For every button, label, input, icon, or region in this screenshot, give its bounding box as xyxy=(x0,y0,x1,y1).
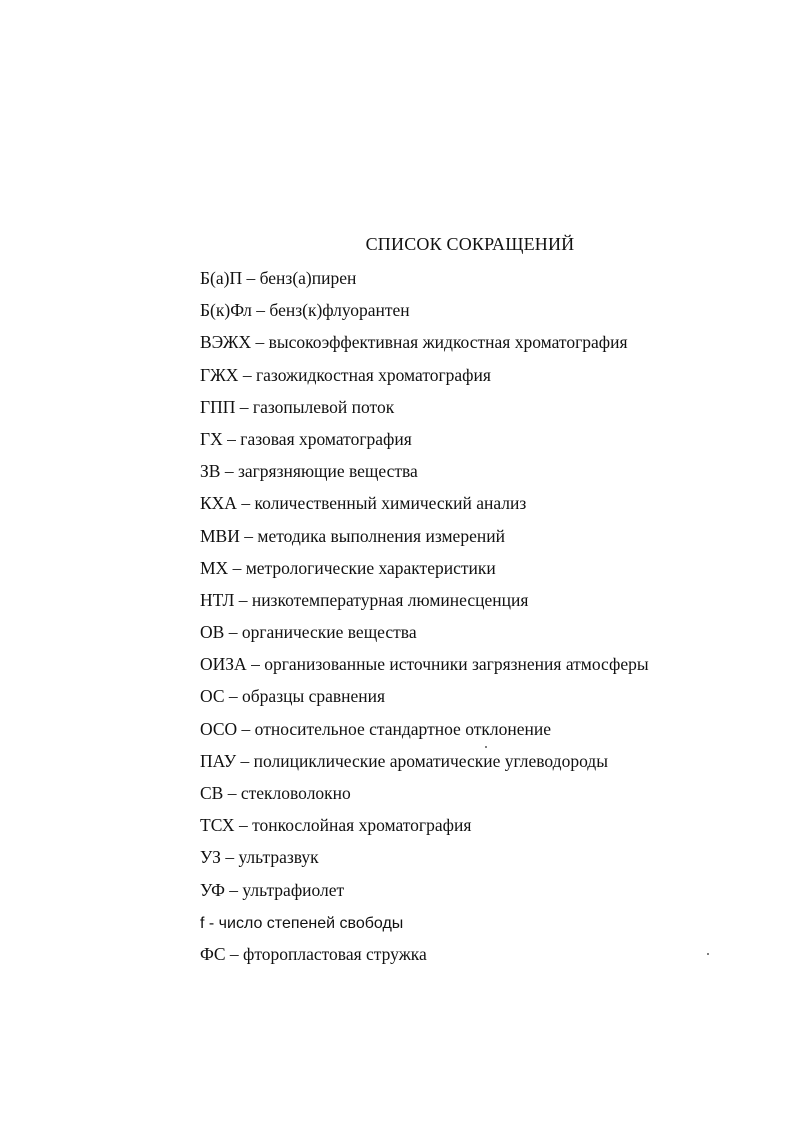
list-item xyxy=(200,427,760,459)
abbreviation-definition: органические вещества xyxy=(241,622,417,643)
list-item xyxy=(200,717,760,749)
list-item xyxy=(200,684,760,716)
abbreviation-term: УЗ xyxy=(200,847,221,868)
abbreviation-separator: – xyxy=(224,879,243,900)
abbreviation-definition: методика выполнения измерений xyxy=(257,525,505,546)
list-item xyxy=(200,330,760,362)
abbreviation-term: ОС xyxy=(200,686,225,707)
abbreviation-separator: – xyxy=(246,654,265,675)
scan-speck xyxy=(485,746,487,748)
abbreviation-separator: – xyxy=(224,686,243,707)
abbreviation-definition: газожидкостная хроматография xyxy=(255,364,491,385)
abbreviation-term: СВ xyxy=(200,783,224,803)
abbreviation-separator: – xyxy=(234,815,253,836)
abbreviation-term: НТЛ xyxy=(200,589,235,610)
abbreviation-separator: – xyxy=(236,493,255,514)
list-item xyxy=(200,395,760,427)
abbreviation-definition: тонкослойная хроматография xyxy=(252,815,472,836)
abbreviation-separator: – xyxy=(238,364,256,385)
abbreviation-separator: – xyxy=(224,622,242,643)
abbreviation-definition: высокоэффективная жидкостная хроматография xyxy=(268,332,628,353)
abbreviation-definition: метрологические характеристики xyxy=(245,557,496,578)
list-item xyxy=(200,910,760,942)
list-item xyxy=(200,878,760,910)
abbreviation-definition: ультразвук xyxy=(238,847,319,868)
list-item xyxy=(200,749,760,781)
abbreviation-term: ОВ xyxy=(200,622,225,643)
abbreviation-separator: – xyxy=(239,525,258,546)
abbreviation-separator: – xyxy=(222,428,241,449)
abbreviation-term: ГЖХ xyxy=(200,364,239,385)
list-item xyxy=(200,781,760,813)
page-title: СПИСОК СОКРАЩЕНИЙ xyxy=(365,234,575,254)
abbreviation-definition: образцы сравнения xyxy=(242,686,386,707)
abbreviation-definition: количественный химический анализ xyxy=(254,493,527,514)
abbreviation-term: ОИЗА xyxy=(200,654,247,675)
abbreviation-definition: бенз(к)флуорантен xyxy=(269,300,410,321)
abbreviation-term: ПАУ xyxy=(200,750,237,771)
abbreviation-separator: – xyxy=(228,557,246,578)
abbreviation-definition: относительное стандартное отклонение xyxy=(254,718,551,739)
abbreviation-definition: загрязняющие вещества xyxy=(237,461,418,482)
abbreviation-definition: организованные источники загрязнения атмосферы xyxy=(264,654,649,675)
list-item xyxy=(200,491,760,523)
abbreviation-definition: бенз(а)пирен xyxy=(259,268,357,288)
list-item xyxy=(200,652,760,684)
abbreviation-term: f xyxy=(200,914,205,932)
abbreviation-term: ГПП xyxy=(200,396,236,417)
abbreviation-separator: – xyxy=(236,750,254,771)
abbreviation-definition: фторопластовая стружка xyxy=(243,943,427,964)
abbreviation-definition: полициклические ароматические углеводороды xyxy=(253,750,608,771)
abbreviation-term: КХА xyxy=(200,493,237,514)
list-item xyxy=(200,266,760,298)
abbreviation-separator: – xyxy=(242,268,260,288)
abbreviation-separator: – xyxy=(237,718,255,739)
abbreviation-term: ТСХ xyxy=(200,815,235,836)
list-item xyxy=(200,363,760,395)
abbreviation-separator: – xyxy=(220,847,239,868)
abbreviation-term: Б(к)Фл xyxy=(200,300,252,321)
list-item xyxy=(200,298,760,330)
abbreviation-definition: газопылевой поток xyxy=(252,396,395,417)
abbreviation-separator: – xyxy=(234,589,252,610)
list-item xyxy=(200,845,760,877)
abbreviation-term: МХ xyxy=(200,557,229,578)
abbreviation-separator: – xyxy=(251,300,270,321)
abbreviation-term: ГХ xyxy=(200,428,223,449)
scan-speck xyxy=(707,953,709,955)
list-item xyxy=(200,524,760,556)
abbreviation-separator: – xyxy=(220,461,238,482)
abbreviation-definition: ультрафиолет xyxy=(242,879,345,900)
abbreviation-term: ЗВ xyxy=(200,461,221,482)
abbreviation-definition: низкотемпературная люминесценция xyxy=(251,589,529,610)
abbreviation-list xyxy=(200,266,760,974)
list-item xyxy=(200,588,760,620)
abbreviation-separator: – xyxy=(225,943,243,964)
abbreviation-separator: – xyxy=(235,396,253,417)
abbreviation-separator: - xyxy=(204,914,219,932)
abbreviation-term: МВИ xyxy=(200,525,240,546)
abbreviation-term: ФС xyxy=(200,943,226,964)
abbreviation-term: ВЭЖХ xyxy=(200,332,252,353)
abbreviation-definition: газовая хроматография xyxy=(240,428,412,449)
abbreviation-term: ОСО xyxy=(200,718,238,739)
list-item xyxy=(200,620,760,652)
list-item xyxy=(200,459,760,491)
abbreviation-separator: – xyxy=(223,783,241,803)
abbreviation-term: Б(а)П xyxy=(200,268,243,288)
list-item xyxy=(200,813,760,845)
abbreviation-separator: – xyxy=(251,332,269,353)
abbreviation-term: УФ xyxy=(200,879,225,900)
abbreviation-definition: стекловолокно xyxy=(240,783,351,803)
list-item xyxy=(200,942,760,974)
list-item xyxy=(200,556,760,588)
abbreviation-definition: число степеней свободы xyxy=(218,914,404,932)
